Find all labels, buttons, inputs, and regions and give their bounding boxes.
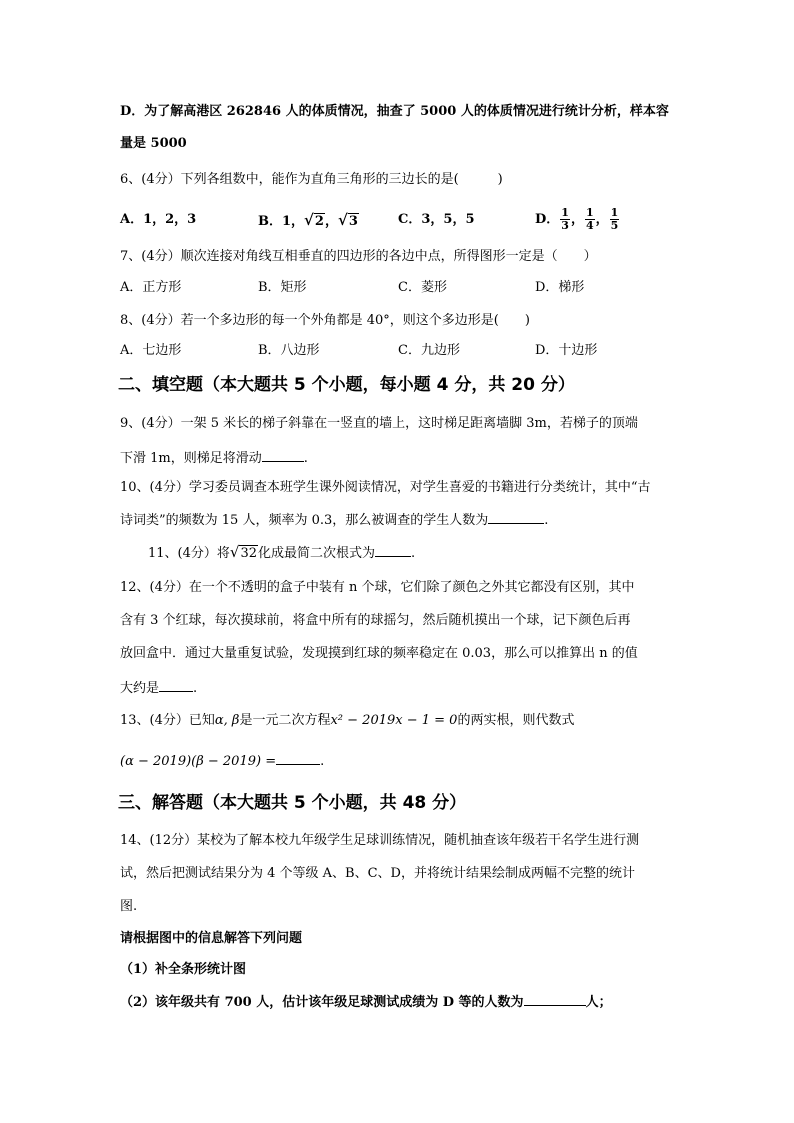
section-heading-solutions: 三、解答题（本大题共 5 个小题，共 48 分） [118,793,467,813]
q8-option-b: B．八边形 [258,343,320,358]
q12-line2: 含有 3 个红球，每次摸球前，将盒中所有的球摇匀，然后随机摸出一个球，记下颜色后再 [120,613,631,628]
q14-line3: 图. [120,899,138,914]
fraction-1-4: $\frac{1}{4}$ [585,206,594,232]
q10-line2: 诗词类”的频数为 15 人，频率为 0.3，那么被调查的学生人数为 . [120,509,724,531]
q6-stem: 6、(4分）下列各组数中，能作为直角三角形的三边长的是( ) [120,172,503,187]
sqrt-3: √3 [337,211,358,229]
answer-blank [159,677,193,692]
sqrt-32: √32 [229,543,257,561]
q14-line1: 14、(12分）某校为了解本校九年级学生足球训练情况，随机抽查该年级若干名学生进行测 [120,833,640,848]
q14-line2: 试，然后把测试结果分为 4 个等级 A、B、C、D，并将统计结果绘制成两幅不完整的统计 [120,866,635,881]
fraction-1-3: $\frac{1}{3}$ [561,206,569,232]
q7-option-a: A．正方形 [120,280,182,295]
q5-option-d-line2: 量是 5000 [120,136,187,151]
answer-blank [276,750,320,765]
section-heading-fill-in: 二、填空题（本大题共 5 个小题，每小题 4 分，共 20 分） [118,375,575,395]
q6-option-b: B．1，√2，√3 [258,205,359,237]
q10-line1: 10、(4分）学习委员调查本班学生课外阅读情况，对学生喜爱的书籍进行分类统计，其中“古 [120,480,651,495]
q9-line2: 下滑 1m，则梯足将滑动 . [120,447,724,469]
q6-option-d: D． $\frac{1}{3}$ ， $\frac{1}{4}$ ， $\frac{1}{5}$ [535,206,619,232]
q8-option-d: D．十边形 [535,343,598,358]
q8-option-c: C．九边形 [398,343,460,358]
q8-option-a: A．七边形 [120,343,182,358]
sqrt-2: √2 [304,211,324,229]
q13-line2: (α − 2019)(β − 2019) = . [120,750,724,772]
answer-blank [524,991,586,1006]
q14-part2: （2）该年级共有 700 人，估计该年级足球测试成绩为 D 等的人数为 人； [120,991,724,1013]
q7-option-d: D．梯形 [535,280,585,295]
q12-line1: 12、(4分）在一个不透明的盒子中装有 n 个球，它们除了颜色之外其它都没有区别，其中 [120,580,635,595]
q7-option-b: B．矩形 [258,280,307,295]
q8-stem: 8、(4分）若一个多边形的每一个外角都是 40°，则这个多边形是( ) [120,313,530,328]
answer-blank [262,447,304,462]
q7-stem: 7、(4分）顺次连接对角线互相垂直的四边形的各边中点，所得图形一定是（ ） [120,249,597,264]
q13-line1: 13、(4分）已知α, β是一元二次方程x² − 2019x − 1 = 0的两实根，则代数式 [120,713,575,728]
q12-line4: 大约是 . [120,677,724,699]
q11-line: 11、(4分）将√32化成最简二次根式为 . [148,542,724,564]
q7-option-c: C．菱形 [398,280,447,295]
q7-options [120,273,724,303]
q9-line1: 9、(4分）一架 5 米长的梯子斜靠在一竖直的墙上，这时梯足距离墙脚 3m，若梯子的顶端 [120,416,638,431]
answer-blank [375,542,411,557]
q6-option-c: C．3，5，5 [398,212,475,227]
q6-option-a: A．1，2，3 [120,212,197,227]
q14-part1: （1）补全条形统计图 [120,962,247,977]
q12-line3: 放回盒中．通过大量重复试验，发现摸到红球的频率稳定在 0.03，那么可以推算出 n 的值 [120,646,638,661]
q8-options [120,336,724,366]
q6-options [120,205,724,235]
fraction-1-5: $\frac{1}{5}$ [610,206,619,232]
answer-blank [488,509,544,524]
q5-option-d-line1: D．为了解高港区 262846 人的体质情况，抽查了 5000 人的体质情况进行统计分析，样本容 [120,104,669,119]
q14-instruction: 请根据图中的信息解答下列问题 [120,931,303,946]
